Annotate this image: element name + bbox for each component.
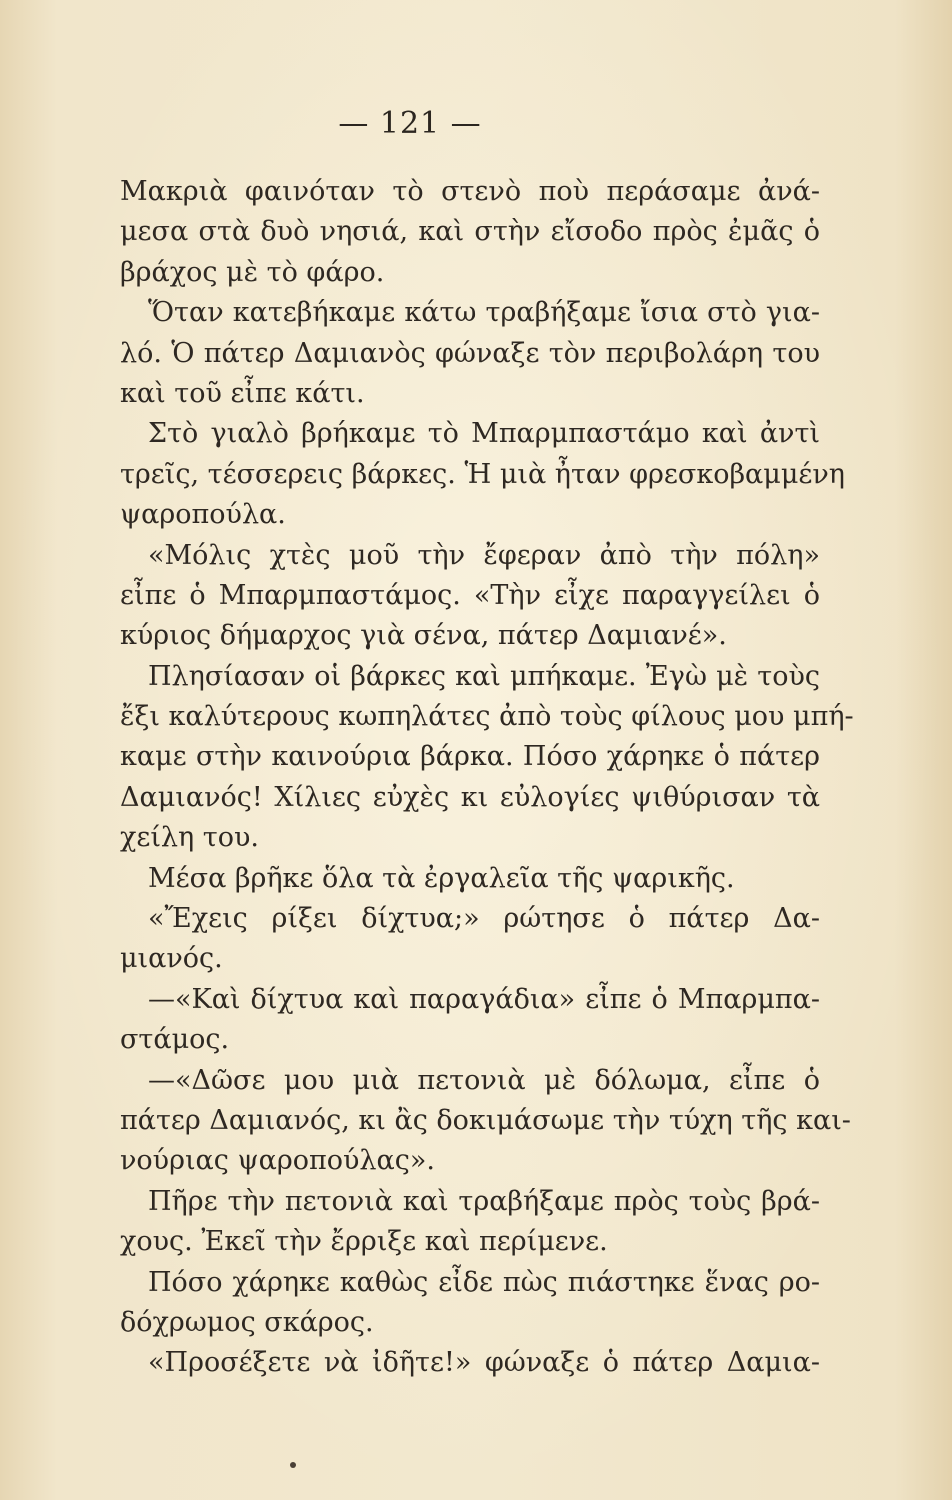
text-line: —«Καὶ δίχτυα καὶ παραγάδια» εἶπε ὁ Μπαρμπα- [148, 983, 820, 1015]
text-line: χους. Ἐκεῖ τὴν ἔρριξε καὶ περίμενε. [120, 1226, 608, 1258]
text-line: Μέσα βρῆκε ὅλα τὰ ἐργαλεῖα τῆς ψαρικῆς. [148, 862, 735, 894]
text-line: Δαμιανός! Χίλιες εὐχὲς κι εὐλογίες ψιθύρισαν τὰ [120, 781, 820, 813]
body-text [120, 172, 854, 1384]
text-line: βράχος μὲ τὸ φάρο. [120, 256, 385, 288]
text-line: κύριος δήμαρχος γιὰ σένα, πάτερ Δαμιανέ». [120, 620, 727, 652]
text-line: νούριας ψαροπούλας». [120, 1145, 435, 1177]
text-line: καὶ τοῦ εἶπε κάτι. [120, 377, 365, 409]
text-line: «Ἔχεις ρίξει δίχτυα;» ρώτησε ὁ πάτερ Δα- [148, 903, 820, 935]
text-line: ψαροπούλα. [120, 499, 286, 531]
text-line: Ὅταν κατεβήκαμε κάτω τραβήξαμε ἴσια στὸ για- [148, 297, 820, 329]
text-line: μιανός. [120, 943, 223, 975]
text-line: στάμος. [120, 1024, 230, 1056]
text-line: «Προσέξετε νὰ ἰδῆτε!» φώναξε ὁ πάτερ Δαμια- [148, 1347, 820, 1379]
text-line: Πόσο χάρηκε καθὼς εἶδε πὼς πιάστηκε ἕνας ρο- [148, 1266, 820, 1298]
text-line: εἶπε ὁ Μπαρμπαστάμος. «Τὴν εἶχε παραγγείλει ὁ [120, 579, 820, 611]
text-line: Πλησίασαν οἱ βάρκες καὶ μπήκαμε. Ἐγὼ μὲ τοὺς [148, 660, 820, 692]
text-line: καμε στὴν καινούρια βάρκα. Πόσο χάρηκε ὁ πάτερ [120, 741, 820, 773]
text-line: μεσα στὰ δυὸ νησιά, καὶ στὴν εἴσοδο πρὸς ἐμᾶς ὁ [120, 216, 820, 248]
page-number: — 121 — [338, 106, 482, 141]
text-line: Πῆρε τὴν πετονιὰ καὶ τραβήξαμε πρὸς τοὺς βρά- [148, 1185, 820, 1217]
text-line: ἔξι καλύτερους κωπηλάτες ἀπὸ τοὺς φίλους μου μπή- [120, 701, 854, 733]
text-line: πάτερ Δαμιανός, κι ἂς δοκιμάσωμε τὴν τύχη τῆς και- [120, 1104, 851, 1136]
text-line: Στὸ γιαλὸ βρήκαμε τὸ Μπαρμπαστάμο καὶ ἀντὶ [148, 418, 820, 450]
text-line: —«Δῶσε μου μιὰ πετονιὰ μὲ δόλωμα, εἶπε ὁ [148, 1064, 820, 1096]
text-line: λό. Ὁ πάτερ Δαμιανὸς φώναξε τὸν περιβολάρη του [120, 337, 820, 369]
text-line: δόχρωμος σκάρος. [120, 1306, 374, 1338]
text-line: Μακριὰ φαινόταν τὸ στενὸ ποὺ περάσαμε ἀνά- [120, 176, 820, 207]
text-line: τρεῖς, τέσσερεις βάρκες. Ἡ μιὰ ἦταν φρεσκοβαμμένη [120, 458, 845, 490]
text-line: χείλη του. [120, 822, 259, 854]
ink-speck [290, 1462, 296, 1468]
text-line: «Μόλις χτὲς μοῦ τὴν ἔφεραν ἀπὸ τὴν πόλη» [148, 539, 820, 571]
